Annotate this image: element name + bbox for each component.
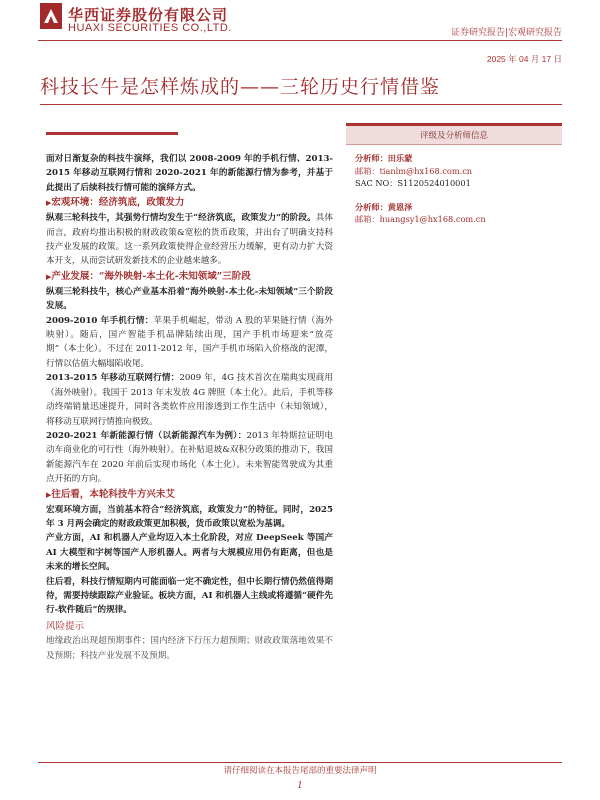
phone-rally-paragraph: 2009-2010 年手机行情：苹果手机崛起，带动 A 股的苹果链行情（海外映射）。随后，国产智能手机品牌陆续出现，国产手机市场迎来“放亮期”（本土化）。不过在 2011-2012 年，国产手机市场陷入价格战的泥潭，行情以估值大幅塌陷收尾。 [46,315,334,369]
sidebar-header: 评级及分析师信息 [346,126,562,145]
footer-divider [38,762,562,763]
section-heading-industry: ▶产业发展：“海外映射-本土化-未知领域”三阶段 [46,270,251,282]
report-type-tags: 证券研究报告|宏观研究报告 [450,28,562,38]
analyst-1-name: 田乐蒙 [387,153,413,163]
risk-heading: 风险提示 [46,620,85,632]
report-date: 2025 年 04 月 17 日 [486,54,562,64]
section-heading-macro: ▶宏观环境：经济筑底，政策发力 [46,197,185,209]
company-name-en: HUAXI SECURITIES CO.,LTD. [68,22,232,34]
macro-paragraph: 纵观三轮科技牛，其强势行情均发生于“经济筑底，政策发力”的阶段。具体而言，政府均推出积极的财政政策&宽松的货币政策，并出台了明确支持科技产业发展的政策。这一系列政策使得企业经营压力缓解，更有动力扩大资本开支，从而尝试研发新技术的企业越来越多。 [46,213,333,267]
section-heading-outlook: ▶往后看，本轮科技牛方兴未艾 [46,488,175,500]
report-body [46,152,333,663]
analyst-2-name: 黄恩泽 [387,201,413,212]
title-divider [40,104,562,105]
outlook-market-paragraph: 往后看，科技行情短期内可能面临一定不确定性，但中长期行情仍然值得期待，需要持续跟踪产业验证。板块方面，AI 和机器人主线或将遵循“硬件先行-软件随后”的规律。 [46,576,333,616]
analyst-1: 分析师：田乐蒙 邮箱：tianlm@hx168.com.cn SAC NO：S1120524010001 [355,153,473,188]
risk-paragraph: 地缘政治出现超预期事件；国内经济下行压力超预期；财政政策落地效果不及预期；科技产业发展不及预期。 [46,636,333,661]
analyst-2: 分析师：黄恩泽 邮箱：huangsy1@hx168.com.cn [355,201,486,224]
huaxi-logo-icon [40,3,62,29]
report-title: 科技长牛是怎样炼成的——三轮历史行情借鉴 [40,76,441,98]
triangle-bullet-icon: ▶ [46,489,52,499]
page-number: 1 [297,781,303,791]
intro-paragraph: 面对日渐复杂的科技牛演绎，我们以 2008-2009 年的手机行情、2013-2015 年移动互联网行情和 2020-2021 年的新能源行情为参考，并基于此提出了后续科技行情可能的演绎方式。 [46,154,333,193]
outlook-macro-paragraph: 宏观环境方面，当前基本符合“经济筑底，政策发力”的特征。同时，2025 年 3 月两会确定的财政政策更加积极，货币政策以宽松为基调。 [46,504,333,529]
industry-summary: 纵观三轮科技牛，核心产业基本沿着“海外映射-本土化-未知领域”三个阶段发展。 [46,286,333,312]
outlook-industry-paragraph: 产业方面，AI 和机器人产业均迈入本土化阶段，对应 DeepSeek 等国产 AI 大模型和宇树等国产人形机器人。两者与大规模应用仍有距离，但也是未来的增长空间。 [46,533,333,573]
body-accent-bar [46,132,178,135]
triangle-bullet-icon: ▶ [46,198,52,208]
new-energy-paragraph: 2020-2021 年新能源行情（以新能源汽车为例）：2013 年特斯拉证明电动车商业化的可行性（海外映射）。在补贴退坡&双积分政策的推动下，我国新能源汽车在 2020 年前后实现市场化（本土化）。未来智能驾驶成为其重点开拓的方向。 [46,430,333,485]
triangle-bullet-icon: ▶ [46,271,52,281]
analyst-1-sac: S1120524010001 [397,178,471,188]
legal-disclaimer: 请仔细阅读在本报告尾部的重要法律声明 [223,766,377,776]
analyst-2-email[interactable]: huangsy1@hx168.com.cn [379,214,486,224]
analyst-sidebar [346,123,562,226]
mobile-internet-paragraph: 2013-2015 年移动互联网行情：2009 年，4G 技术首次在瑞典实现商用（海外映射）。我国于 2013 年末发放 4G 牌照（本土化）。此后，手机等移动终端销量迅速提升，同时各类软件应用渗透到工作生活中（未知领域），将移动互联网行情推向极致。 [46,373,333,427]
company-name-cn: 华西证券股份有限公司 [68,6,229,24]
header-divider [38,40,562,41]
analyst-1-email[interactable]: tianlm@hx168.com.cn [379,165,473,176]
